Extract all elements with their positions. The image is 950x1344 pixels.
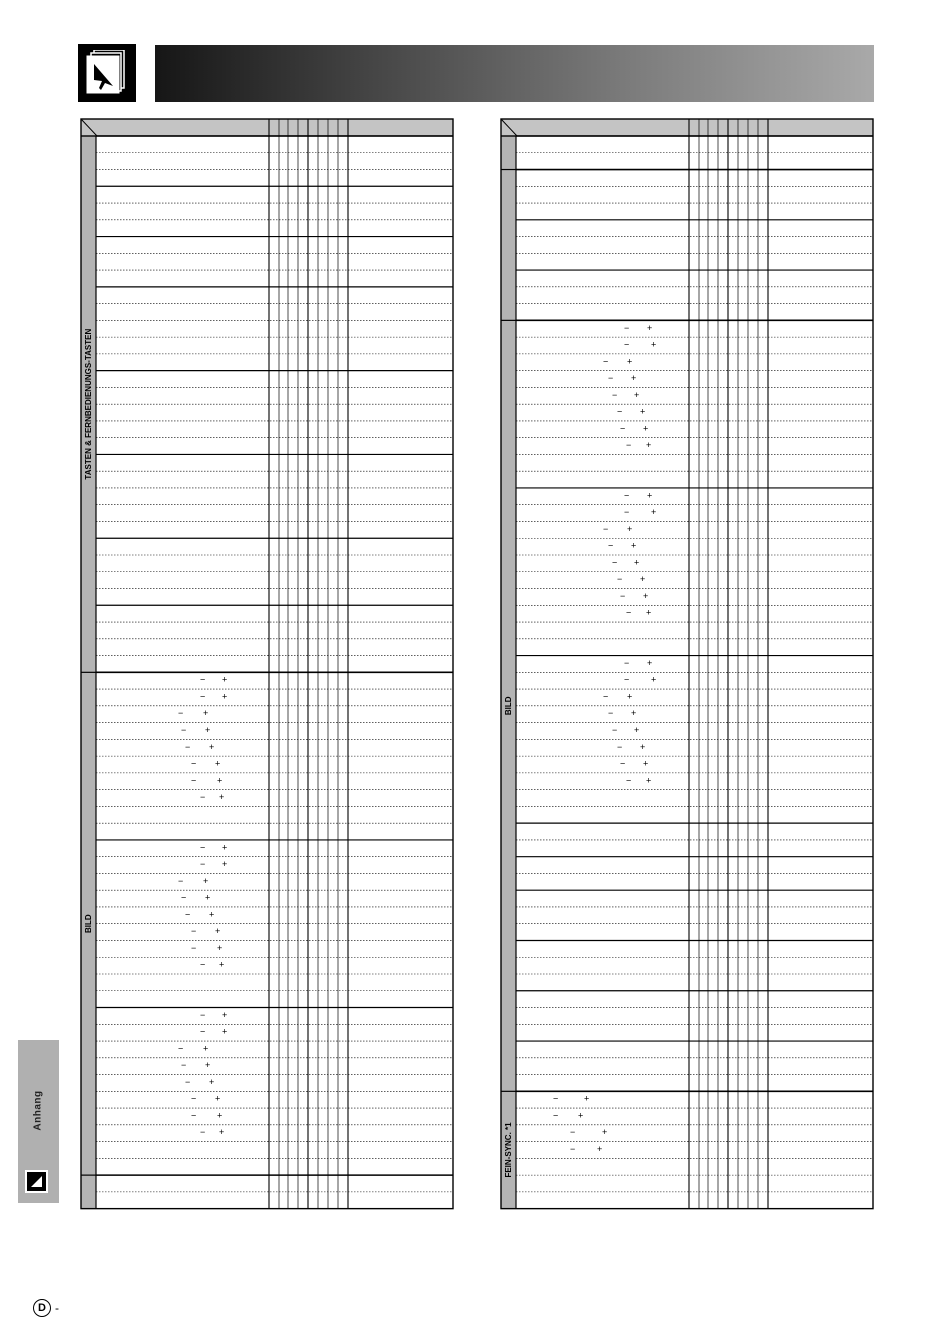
section-label: BILD [504,696,513,716]
minus-sign: − [553,1110,559,1121]
plus-sign: + [203,708,209,719]
plus-sign: + [643,590,649,601]
plus-sign: + [646,775,652,786]
minus-sign: − [624,322,630,333]
minus-sign: − [178,875,184,886]
section-label: TASTEN & FERNBEDIENUNGS-TASTEN [84,328,93,480]
plus-sign: + [222,691,228,702]
minus-sign: − [185,909,191,920]
minus-sign: − [185,1076,191,1087]
chapter-icon [78,44,136,102]
plus-sign: + [631,708,637,719]
minus-sign: − [178,1043,184,1054]
plus-sign: + [222,674,228,685]
plus-sign: + [647,657,653,668]
plus-sign: + [640,574,646,585]
minus-sign: − [185,741,191,752]
page-number [33,1299,59,1317]
minus-sign: − [617,574,623,585]
plus-sign: + [219,792,225,803]
minus-sign: − [200,1026,206,1037]
header-bar [155,45,874,102]
minus-sign: − [200,959,206,970]
plus-sign: + [217,942,223,953]
page-dash: - [55,1301,59,1315]
table-frame [81,119,453,1209]
appendix-tab-icon [25,1170,48,1193]
section-tab [81,1175,96,1209]
plus-sign: + [651,674,657,685]
table-grid-right [500,118,875,1213]
settings-table-right [500,118,875,1218]
plus-sign: + [215,926,221,937]
minus-sign: − [181,724,187,735]
plus-sign: + [640,406,646,417]
minus-sign: − [608,708,614,719]
plus-sign: + [627,691,633,702]
minus-sign: − [612,557,618,568]
plus-sign: + [646,440,652,451]
plus-sign: + [631,373,637,384]
plus-sign: + [647,490,653,501]
section-tab [501,136,516,170]
minus-sign: − [624,490,630,501]
minus-sign: − [626,775,632,786]
minus-sign: − [626,607,632,618]
table-grid-left [80,118,455,1213]
minus-sign: − [570,1127,576,1138]
plus-sign: + [634,389,640,400]
plus-sign: + [203,1043,209,1054]
plus-sign: + [205,724,211,735]
minus-sign: − [191,926,197,937]
minus-sign: − [181,892,187,903]
plus-sign: + [222,859,228,870]
plus-sign: + [217,1110,223,1121]
plus-sign: + [219,959,225,970]
minus-sign: − [624,339,630,350]
plus-sign: + [643,423,649,434]
plus-sign: + [209,1076,215,1087]
plus-sign: + [222,1026,228,1037]
plus-sign: + [217,775,223,786]
plus-sign: + [651,339,657,350]
plus-sign: + [634,724,640,735]
minus-sign: − [603,356,609,367]
minus-sign: − [570,1143,576,1154]
minus-sign: − [612,389,618,400]
plus-sign: + [222,842,228,853]
header-row [501,119,873,136]
plus-sign: + [215,1093,221,1104]
section-label: FEIN-SYNC. *1 [504,1122,513,1178]
settings-table-left [80,118,455,1218]
plus-sign: + [651,507,657,518]
plus-sign: + [578,1110,584,1121]
language-circle: D [33,1299,51,1317]
minus-sign: − [191,942,197,953]
minus-sign: − [624,657,630,668]
section-label: BILD [84,914,93,934]
plus-sign: + [205,892,211,903]
header-row [81,119,453,136]
minus-sign: − [612,724,618,735]
appendix-tab [18,1040,59,1203]
plus-sign: + [222,1009,228,1020]
plus-sign: + [205,1060,211,1071]
plus-sign: + [627,523,633,534]
minus-sign: − [620,758,626,769]
plus-sign: + [640,741,646,752]
minus-sign: − [603,691,609,702]
minus-sign: − [200,691,206,702]
plus-sign: + [219,1127,225,1138]
plus-sign: + [215,758,221,769]
minus-sign: − [608,373,614,384]
plus-sign: + [647,322,653,333]
minus-sign: − [181,1060,187,1071]
plus-sign: + [209,909,215,920]
appendix-tab-label: Anhang [33,1089,44,1131]
minus-sign: − [620,590,626,601]
plus-sign: + [597,1143,603,1154]
minus-sign: − [191,775,197,786]
minus-sign: − [200,1009,206,1020]
minus-sign: − [200,674,206,685]
minus-sign: − [191,1093,197,1104]
minus-sign: − [608,540,614,551]
plus-sign: + [643,758,649,769]
minus-sign: − [191,1110,197,1121]
minus-sign: − [617,741,623,752]
table-frame [501,119,873,1209]
minus-sign: − [603,523,609,534]
plus-sign: + [646,607,652,618]
minus-sign: − [200,792,206,803]
minus-sign: − [624,674,630,685]
plus-sign: + [203,875,209,886]
plus-sign: + [602,1127,608,1138]
plus-sign: + [634,557,640,568]
minus-sign: − [620,423,626,434]
plus-sign: + [209,741,215,752]
section-tab [501,170,516,321]
minus-sign: − [191,758,197,769]
minus-sign: − [200,1127,206,1138]
plus-sign: + [627,356,633,367]
minus-sign: − [178,708,184,719]
plus-sign: + [631,540,637,551]
plus-sign: + [584,1093,590,1104]
minus-sign: − [200,859,206,870]
minus-sign: − [626,440,632,451]
minus-sign: − [200,842,206,853]
minus-sign: − [617,406,623,417]
pages-arrow-icon [86,50,126,94]
minus-sign: − [553,1093,559,1104]
minus-sign: − [624,507,630,518]
